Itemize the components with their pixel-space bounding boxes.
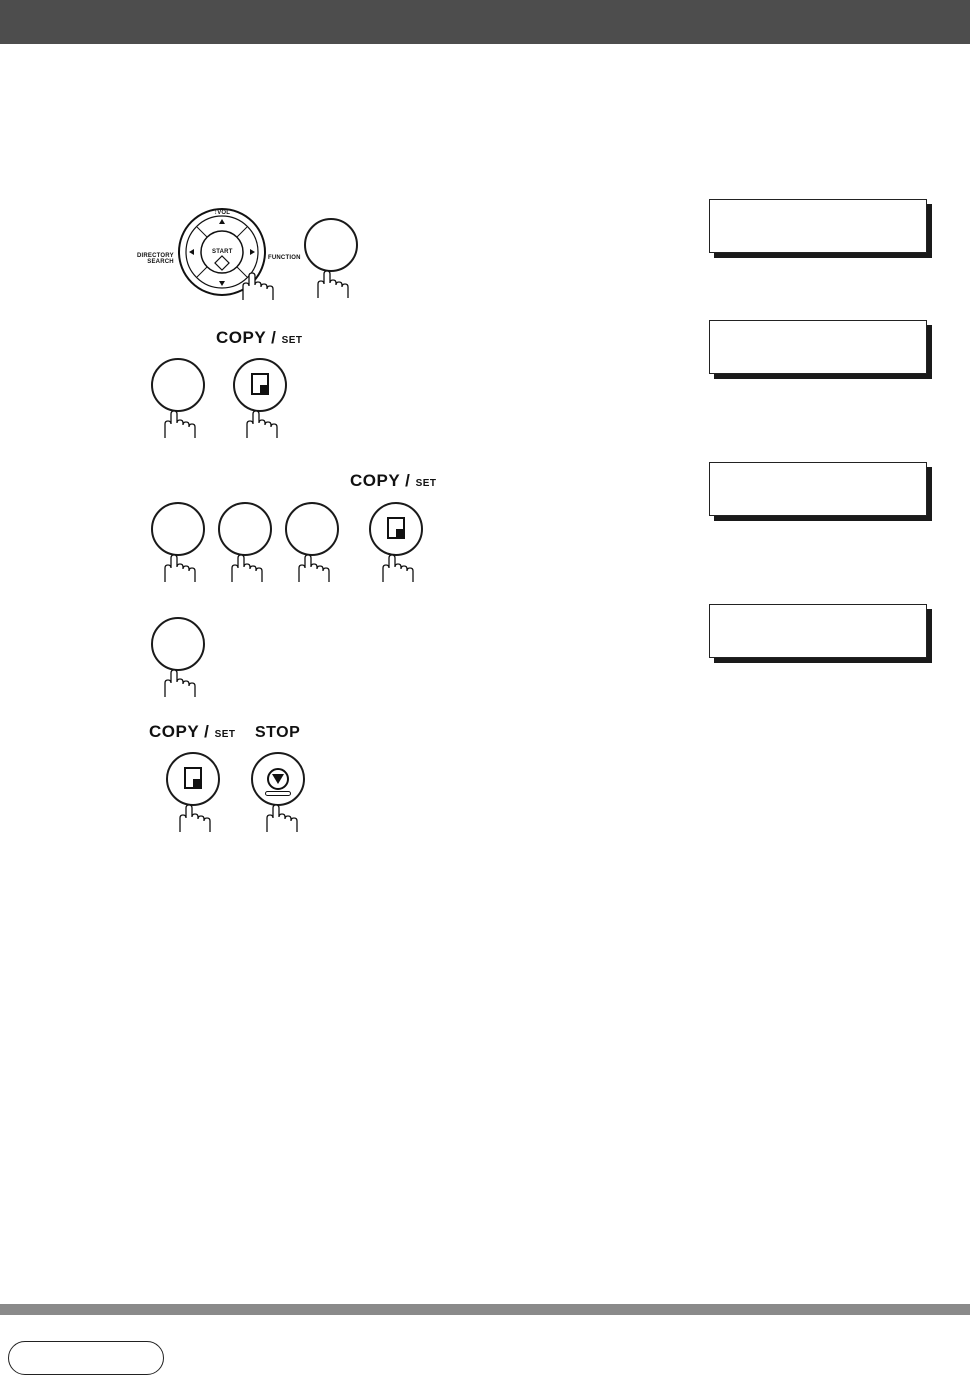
lcd-display-1 xyxy=(709,199,927,253)
copy-word: COPY xyxy=(149,722,199,741)
function-label: FUNCTION xyxy=(268,255,301,261)
copy-set-icon xyxy=(251,373,269,395)
number-key-button[interactable] xyxy=(285,502,339,556)
page-number-tab xyxy=(8,1341,164,1375)
copy-set-label xyxy=(350,471,437,491)
function-key-button[interactable] xyxy=(304,218,358,272)
stop-label: STOP xyxy=(255,724,301,741)
pressing-finger-icon xyxy=(240,272,274,302)
directory-search-label xyxy=(137,253,174,265)
slash: / xyxy=(405,471,411,490)
volume-label: ↕VOL xyxy=(214,210,231,216)
number-key-button[interactable] xyxy=(151,617,205,671)
copy-set-icon xyxy=(387,517,405,539)
pressing-finger-icon xyxy=(244,410,278,440)
slash: / xyxy=(204,722,210,741)
copy-set-button[interactable] xyxy=(233,358,287,412)
pressing-finger-icon xyxy=(162,410,196,440)
copy-set-button[interactable] xyxy=(166,752,220,806)
pressing-finger-icon xyxy=(315,270,349,300)
pressing-finger-icon xyxy=(296,554,330,584)
pressing-finger-icon xyxy=(162,554,196,584)
set-word: SET xyxy=(214,729,236,740)
copy-set-button[interactable] xyxy=(369,502,423,556)
pressing-finger-icon xyxy=(264,804,298,834)
number-key-button[interactable] xyxy=(151,502,205,556)
pressing-finger-icon xyxy=(229,554,263,584)
volume-label-text: VOL xyxy=(217,210,231,216)
footer-bar xyxy=(0,1304,970,1315)
directory-label-line2: SEARCH xyxy=(147,259,174,265)
pressing-finger-icon xyxy=(162,669,196,699)
slash: / xyxy=(271,328,277,347)
number-key-button[interactable] xyxy=(151,358,205,412)
pressing-finger-icon xyxy=(177,804,211,834)
directory-label-line1: DIRECTORY xyxy=(137,253,174,259)
set-word: SET xyxy=(415,478,437,489)
copy-set-label xyxy=(149,722,236,742)
copy-word: COPY xyxy=(350,471,400,490)
stop-indicator-bar xyxy=(265,791,291,796)
number-key-button[interactable] xyxy=(218,502,272,556)
lcd-display-2 xyxy=(709,320,927,374)
copy-set-icon xyxy=(184,767,202,789)
header-bar xyxy=(0,0,970,44)
stop-button[interactable] xyxy=(251,752,305,806)
set-word: SET xyxy=(281,335,303,346)
pressing-finger-icon xyxy=(380,554,414,584)
lcd-display-4 xyxy=(709,604,927,658)
lcd-display-3 xyxy=(709,462,927,516)
copy-word: COPY xyxy=(216,328,266,347)
start-label: START xyxy=(212,249,233,255)
stop-icon xyxy=(267,768,289,790)
copy-set-label xyxy=(216,328,303,348)
